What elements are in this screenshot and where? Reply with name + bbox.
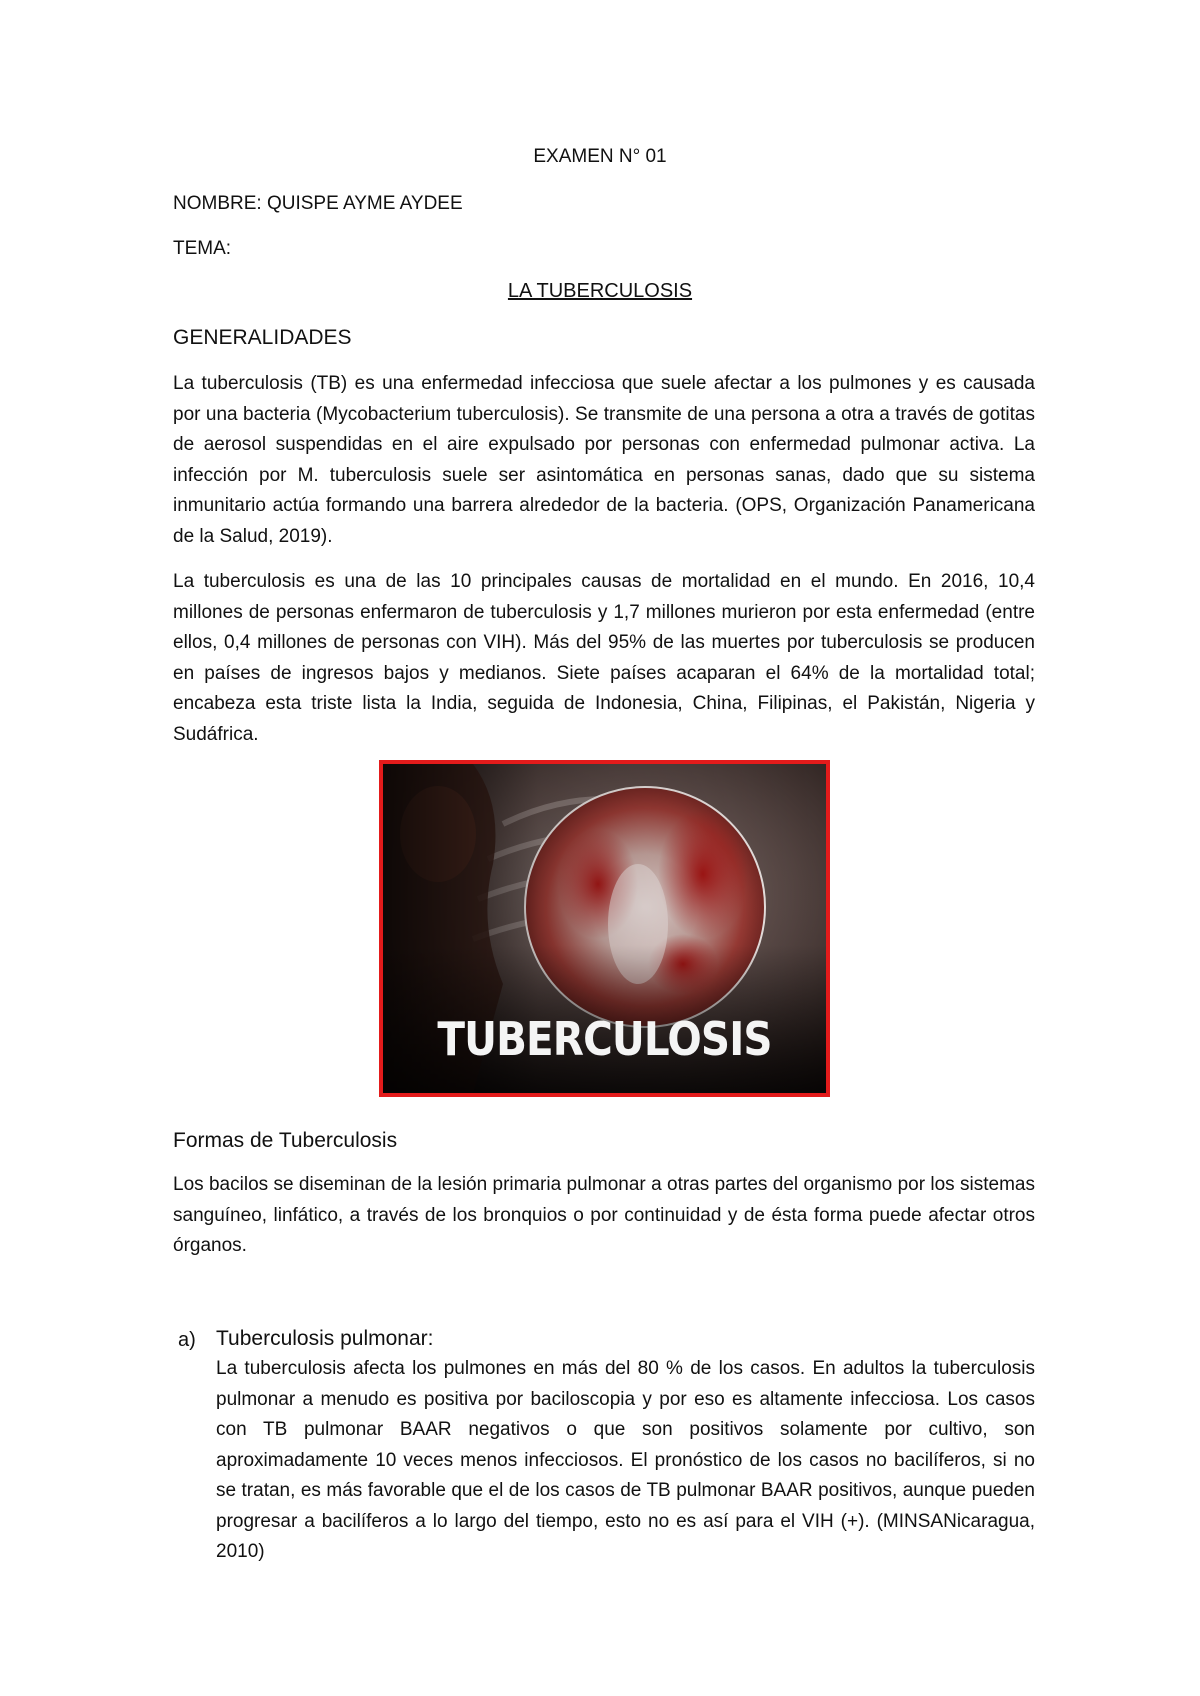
figure-caption-text: TUBERCULOSIS (437, 1012, 772, 1066)
exam-title: EXAMEN N° 01 (533, 146, 667, 167)
section-heading-generalidades: GENERALIDADES (173, 326, 352, 349)
tuberculosis-xray-figure (379, 760, 830, 1097)
section-heading-formas: Formas de Tuberculosis (173, 1129, 398, 1152)
paragraph-generalidades-2: La tuberculosis es una de las 10 principales causas de mortalidad en el mundo. En 2016, 10,4 millones de personas enfermaron de tuberculosis y 1,7 millones murieron por esta enfermedad (entre ellos, 0,4 millones de personas con VIH). Más del 95% de las muertes por tuberculosis se producen en países de ingresos bajos y medianos. Siete países acaparan el 64% de la mortalidad total; encabeza esta triste lista la India, seguida de Indonesia, China, Filipinas, el Pakistán, Nigeria y Sudáfrica. (173, 571, 1035, 745)
paragraph-generalidades-1: La tuberculosis (TB) es una enfermedad infecciosa que suele afectar a los pulmones y es causada por una bacteria (Mycobacterium tuberculosis). Se transmite de una persona a otra a través de gotitas de aerosol suspendidas en el aire expulsado por personas con enfermedad pulmonar activa. La infección por M. tuberculosis suele ser asintomática en personas sanas, dado que su sistema inmunitario actúa formando una barrera alrededor de la bacteria. (OPS, Organización Panamericana de la Salud, 2019). (173, 373, 1035, 547)
topic-label: TEMA: (173, 238, 232, 259)
topic-title: LA TUBERCULOSIS (507, 280, 693, 302)
student-name-line: NOMBRE: QUISPE AYME AYDEE (173, 193, 463, 214)
paragraph-formas: Los bacilos se diseminan de la lesión primaria pulmonar a otras partes del organismo por los sistemas sanguíneo, linfático, a través de los bronquios o por continuidad y de ésta forma puede afectar otros órganos. (173, 1174, 1035, 1256)
list-marker-a: a) (178, 1329, 196, 1351)
paragraph-tuberculosis-pulmonar: La tuberculosis afecta los pulmones en más del 80 % de los casos. En adultos la tuberculosis pulmonar a menudo es positiva por baciloscopia y por eso es altamente infecciosa. Los casos con TB pulmonar BAAR negativos o que son positivos solamente por cultivo, son aproximadamente 10 veces menos infecciosos. El pronóstico de los casos no bacilíferos, si no se tratan, es más favorable que el de los casos de TB pulmonar BAAR positivos, aunque pueden progresar a bacilíferos a lo largo del tiempo, esto no es así para el VIH (+). (MINSANicaragua, 2010) (216, 1358, 1035, 1562)
list-heading-tuberculosis-pulmonar: Tuberculosis pulmonar: (216, 1327, 434, 1350)
